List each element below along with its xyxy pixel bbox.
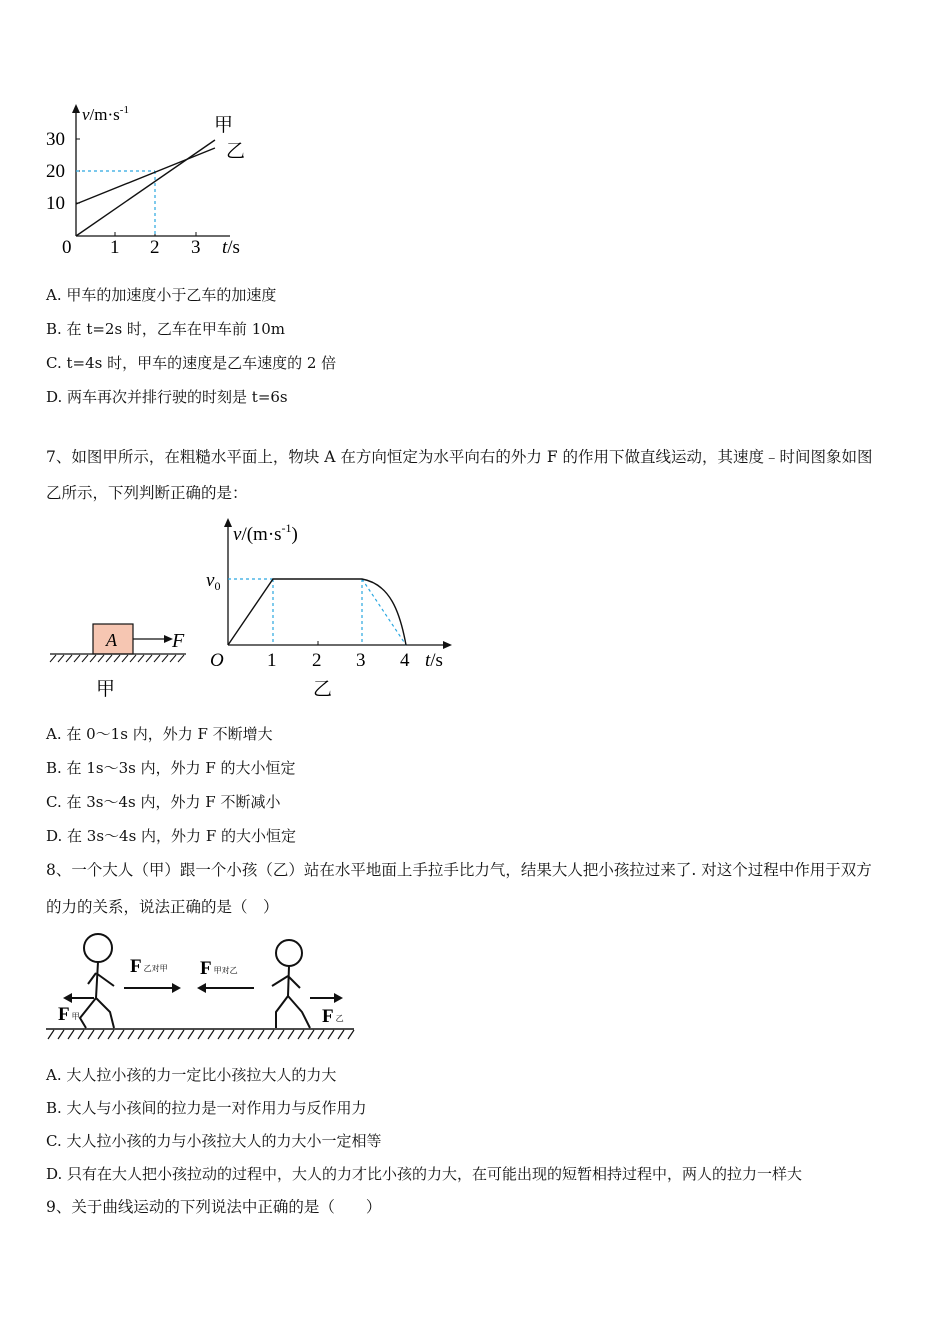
x-axis-label: t/s (425, 650, 443, 671)
ground-hatch (48, 1030, 354, 1039)
series-label-jia: 甲 (214, 115, 234, 136)
ground-hatch (50, 655, 184, 662)
q7-stem-line1: 7、如图甲所示，在粗糙水平面上，物块 A 在方向恒定为水平向右的外力 F 的作用下做直线运动，其速度﹣时间图象如图 (46, 448, 873, 466)
q6-option-a: A. 甲车的加速度小于乙车的加速度 (46, 286, 277, 304)
series-label-yi: 乙 (226, 141, 246, 162)
q6-option-d: D. 两车再次并排行驶的时刻是 t=6s (46, 388, 288, 406)
series-line-yi (76, 148, 215, 204)
tug-of-war-figure (44, 928, 364, 1048)
adult-body (80, 962, 114, 1028)
block-label: A (106, 630, 117, 650)
q8-option-a: A. 大人拉小孩的力一定比小孩拉大人的力大 (46, 1066, 337, 1084)
origin-label: O (210, 650, 224, 671)
x-tick-label: 1 (110, 237, 120, 258)
y-tick-label: 10 (46, 193, 65, 214)
q6-option-c: C. t=4s 时，甲车的速度是乙车速度的 2 倍 (46, 354, 337, 372)
force-label: F (172, 630, 185, 652)
figure-caption-yi: 乙 (313, 679, 333, 700)
y-axis-arrow (72, 104, 80, 113)
x-tick-label: 2 (312, 650, 322, 671)
velocity-curve (228, 579, 406, 645)
q7-option-c: C. 在 3s～4s 内，外力 F 不断减小 (46, 793, 281, 811)
q8-stem-line2: 的力的关系，说法正确的是（ ） (46, 898, 279, 916)
svg-text:F乙: F乙 (322, 1006, 344, 1027)
q8-option-c: C. 大人拉小孩的力与小孩拉大人的力大小一定相等 (46, 1132, 382, 1150)
series-line-jia (76, 140, 215, 236)
q9-stem: 9、关于曲线运动的下列说法中正确的是（ ） (46, 1198, 382, 1216)
q8-stem-line1: 8、一个大人（甲）跟一个小孩（乙）站在水平地面上手拉手比力气，结果大人把小孩拉过来了. 对这个过程中作用于双方 (46, 861, 872, 879)
q6-option-b: B. 在 t=2s 时，乙车在甲车前 10m (46, 320, 286, 338)
q7-option-a: A. 在 0～1s 内，外力 F 不断增大 (46, 725, 273, 743)
x-tick-label: 0 (62, 237, 72, 258)
x-tick-label: 3 (191, 237, 201, 258)
q8-option-b: B. 大人与小孩间的拉力是一对作用力与反作用力 (46, 1099, 367, 1117)
x-axis-label: t/s (222, 237, 240, 258)
x-tick-label: 3 (356, 650, 366, 671)
x-tick-label: 4 (400, 650, 410, 671)
figure-caption-jia: 甲 (96, 679, 116, 700)
q8-option-d: D. 只有在大人把小孩拉动的过程中，大人的力才比小孩的力大，在可能出现的短暂相持过程中，两人的拉力一样大 (46, 1165, 803, 1183)
velocity-time-graph-block (200, 512, 460, 707)
x-tick-label: 2 (150, 237, 160, 258)
svg-text:F乙对甲: F乙对甲 (130, 956, 168, 977)
q7-option-b: B. 在 1s～3s 内，外力 F 的大小恒定 (46, 759, 296, 777)
svg-text:F甲对乙: F甲对乙 (200, 958, 238, 979)
block-force-figure (46, 615, 196, 705)
v0-label: $v_0$ (206, 570, 221, 593)
y-axis-label: $v/m\cdot s^{-1}$ (82, 104, 129, 124)
y-axis-label: $v/(m\cdot s^{-1})$ (233, 521, 298, 545)
child-body (272, 966, 310, 1028)
adult-head (84, 934, 112, 962)
x-tick-label: 1 (267, 650, 277, 671)
child-head (276, 940, 302, 966)
q7-stem-line2: 乙所示，下列判断正确的是： (46, 484, 248, 502)
svg-text:F甲: F甲 (58, 1004, 80, 1025)
velocity-time-graph-cars (40, 100, 270, 260)
q7-option-d: D. 在 3s～4s 内，外力 F 的大小恒定 (46, 827, 296, 845)
y-tick-label: 30 (46, 129, 65, 150)
y-tick-label: 20 (46, 161, 65, 182)
